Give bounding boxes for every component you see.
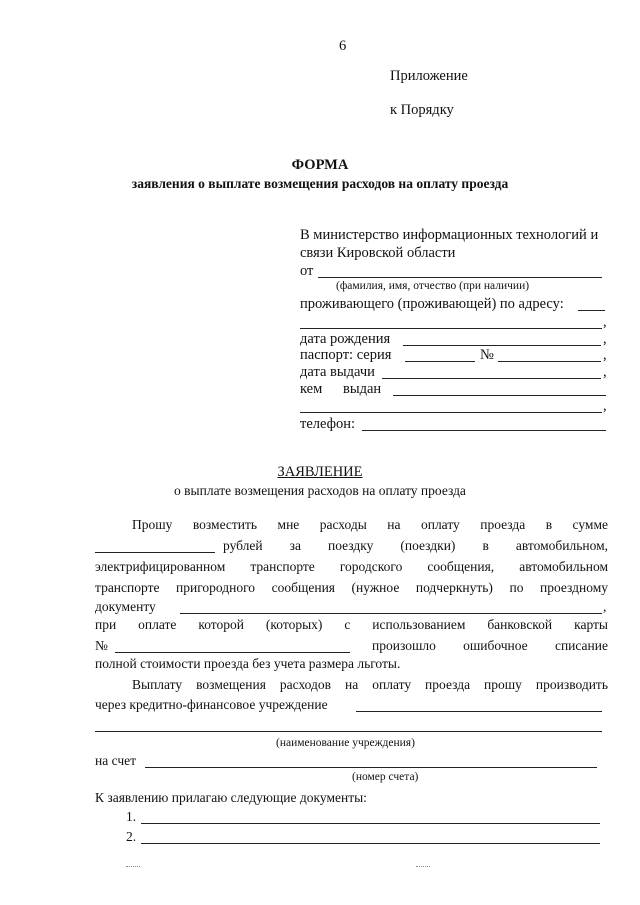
addressee-line-1: В министерство информационных технологий и [300,227,599,243]
paragraph-2-line-2: через кредитно-финансовое учреждение [95,697,328,712]
paragraph-1-line-2: рублей за поездку (поездки) в автомобильном, [223,538,608,553]
account-field[interactable] [145,767,597,768]
appendix-label: Приложение [390,68,468,84]
attachment-item-1-number: 1. [126,809,137,824]
attachment-item-1-field[interactable] [141,823,600,824]
fio-field[interactable] [318,277,602,278]
from-label: от [300,263,314,279]
account-label: на счет [95,753,136,768]
birth-date-label: дата рождения [300,331,391,347]
issue-date-label: дата выдачи [300,364,375,380]
attachments-label: К заявлению прилагаю следующие документы: [95,790,367,805]
appendix-reference: к Порядку [390,102,454,118]
address-comma: , [603,314,607,330]
paragraph-1-line-4: транспорте пригородного сообщения (нужное подчеркнуть) по проездному [95,580,608,595]
address-field-1[interactable] [578,310,605,311]
account-hint: (номер счета) [352,771,419,783]
address-label: проживающего (проживающей) по адресу: [300,296,564,312]
issued-by-field-1[interactable] [393,395,606,396]
passport-number-sign: № [480,347,494,363]
issue-date-field[interactable] [382,378,601,379]
attachment-item-2-field[interactable] [141,843,600,844]
form-title: ФОРМА [291,157,349,173]
birth-date-comma: , [603,331,607,347]
paragraph-1-line-7: произошло ошибочное списание [372,638,608,653]
issued-by-label-2: выдан [343,381,382,397]
paragraph-1-line-8: полной стоимости проезда без учета размера льготы. [95,656,401,671]
passport-series-label: паспорт: серия [300,347,392,363]
passport-comma: , [603,347,607,363]
paragraph-1-line-3: электрифицированном транспорте городского сообщения, автомобильном [95,559,608,574]
issued-by-comma: , [603,398,607,414]
scan-mark-right [416,866,430,867]
phone-field[interactable] [362,430,606,431]
institution-field-2[interactable] [95,731,602,732]
travel-document-field[interactable] [180,613,602,614]
form-subtitle: заявления о выплате возмещения расходов на оплату проезда [131,176,509,191]
birth-date-field[interactable] [403,345,601,346]
statement-subtitle: о выплате возмещения расходов на оплату проезда [174,483,466,498]
amount-field[interactable] [95,552,215,553]
institution-hint: (наименование учреждения) [276,737,415,749]
passport-number-field[interactable] [498,361,601,362]
addressee-line-2: связи Кировской области [300,245,456,261]
paragraph-1-line-1: Прошу возместить мне расходы на оплату проезда в сумме [132,517,608,532]
attachment-item-2-number: 2. [126,829,137,844]
issue-date-comma: , [603,364,607,380]
statement-title: ЗАЯВЛЕНИЕ [277,464,363,480]
scan-mark-left [126,866,140,867]
address-field-2[interactable] [300,328,602,329]
paragraph-1-line-6: при оплате которой (которых) с использованием банковской карты [95,617,608,632]
paragraph-1-line-5: документу [95,599,156,614]
issued-by-label: кем [300,381,323,397]
phone-label: телефон: [300,416,356,432]
institution-field-1[interactable] [356,711,602,712]
passport-series-field[interactable] [405,361,475,362]
travel-document-comma: , [603,599,607,614]
issued-by-field-2[interactable] [300,412,602,413]
page-number: 6 [339,38,347,54]
fio-hint: (фамилия, имя, отчество (при наличии) [336,280,530,292]
card-number-sign: № [95,638,108,653]
card-number-field[interactable] [115,652,350,653]
paragraph-2-line-1: Выплату возмещения расходов на оплату проезда прошу производить [132,677,608,692]
